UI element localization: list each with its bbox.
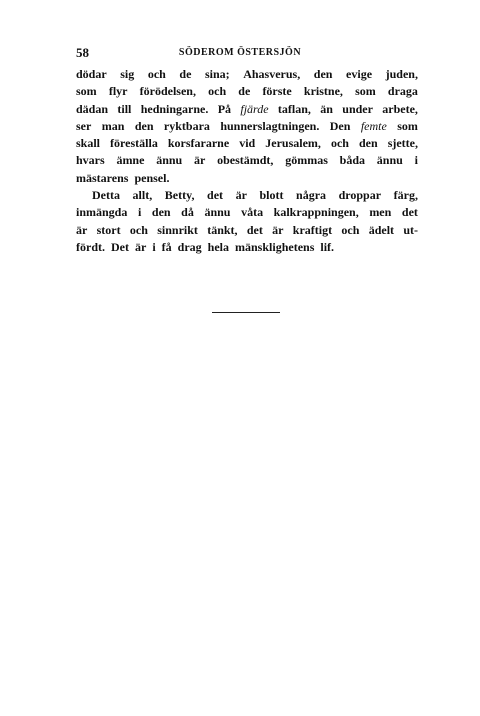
text-line: mästarens pensel. xyxy=(76,170,170,185)
text-line: Detta allt, Betty, det är blott några droppar färg, xyxy=(92,188,418,203)
page-number: 58 xyxy=(76,45,89,60)
text-line: dödar sig och de sina; Ahasverus, den evige juden, xyxy=(76,67,418,81)
text-line: dädan till hedningarne. På fjärde taflan, än under arbete, xyxy=(76,101,418,116)
text-line: ser man den ryktbara hunnerslagtningen. Den femte som xyxy=(76,118,418,133)
text-line: är stort och sinnrikt tänkt, det är kraftigt och ädelt ut- xyxy=(76,222,418,237)
text-line: som flyr förödelsen, och de förste kristne, som draga xyxy=(76,84,418,99)
text-line: skall föreställa korsfararne vid Jerusalem, och den sjette, xyxy=(76,136,418,151)
text-line: inmängda i den då ännu våta kalkrappningen, men det xyxy=(76,205,418,220)
running-head: SÖDEROM ÖSTERSJÖN xyxy=(178,47,302,58)
section-divider xyxy=(212,312,280,313)
text-line: fördt. Det är i få drag hela mänsklighetens lif. xyxy=(76,239,335,254)
text-line: hvars ämne ännu är obestämdt, gömmas båda ännu i xyxy=(76,153,418,168)
body-text xyxy=(76,66,418,256)
